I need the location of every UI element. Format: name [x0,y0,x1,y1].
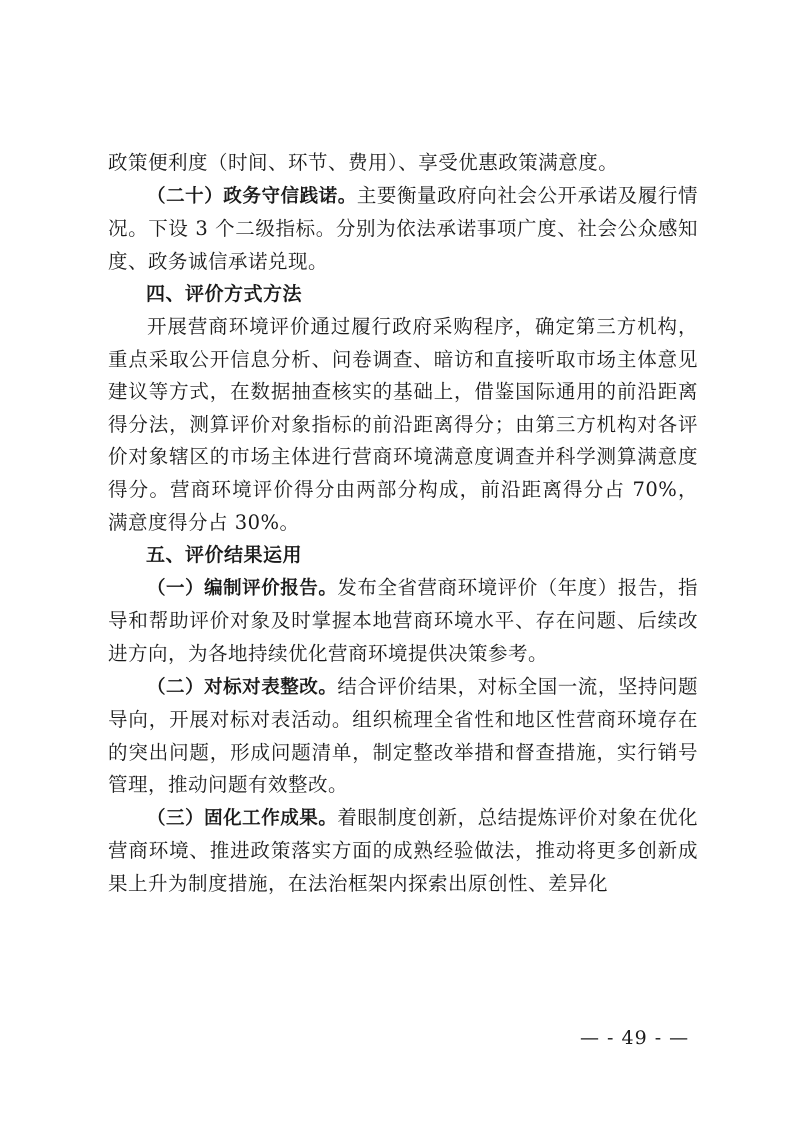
paragraph-evaluation-method [108,311,698,539]
paragraph-continuation [108,147,698,180]
paragraph-text: 开展营商环境评价通过履行政府采购程序，确定第三方机构，重点采取公开信息分析、问卷调查、暗访和直接听取市场主体意见建议等方式，在数据抽查核实的基础上，借鉴国际通用的前沿距离得分法，测算评价对象指标的前沿距离得分；由第三方机构对各评价对象辖区的市场主体进行营商环境满意度调查并科学测算满意度得分。营商环境评价得分由两部分构成，前沿距离得分占 70%，满意度得分占 30%。 [108,314,698,534]
page-number: — - 49 - — [580,1027,690,1049]
document-body [108,147,698,901]
item-heading: （二十）政务守信践诺。 [147,185,357,207]
paragraph-text: 着眼制度创新，总结提炼评价对象在优化营商环境、推进政策落实方面的成熟经验做法，推动将更多创新成果上升为制度措施，在法治框架内探索出原创性、差异化 [108,805,698,896]
item-heading: （三）固化工作成果。 [147,807,338,829]
paragraph-item-1 [108,572,698,671]
item-heading: （一）编制评价报告。 [147,577,338,599]
item-heading: （二）对标对表整改。 [147,676,338,698]
paragraph-item-3 [108,802,698,901]
paragraph-text: 发布全省营商环境评价（年度）报告，指导和帮助评价对象及时掌握本地营商环境水平、存在问题、后续改进方向，为各地持续优化营商环境提供决策参考。 [108,575,698,665]
section-heading-4: 四、评价方式方法 [146,283,303,306]
paragraph-text: 政策便利度（时间、环节、费用）、享受优惠政策满意度。 [108,151,619,174]
paragraph-item-20 [108,180,698,279]
paragraph-item-2 [108,671,698,802]
paragraph-text: 主要衡量政府向社会公开承诺及履行情况。下设 3 个二级指标。分别为依法承诺事项广度、社会公众感知度、政务诚信承诺兑现。 [108,183,698,273]
section-heading-5: 五、评价结果运用 [146,544,303,567]
paragraph-text: 结合评价结果，对标全国一流，坚持问题导向，开展对标对表活动。组织梳理全省性和地区性营商环境存在的突出问题，形成问题清单，制定整改举措和督查措施，实行销号管理，推动问题有效整改。 [108,674,698,797]
